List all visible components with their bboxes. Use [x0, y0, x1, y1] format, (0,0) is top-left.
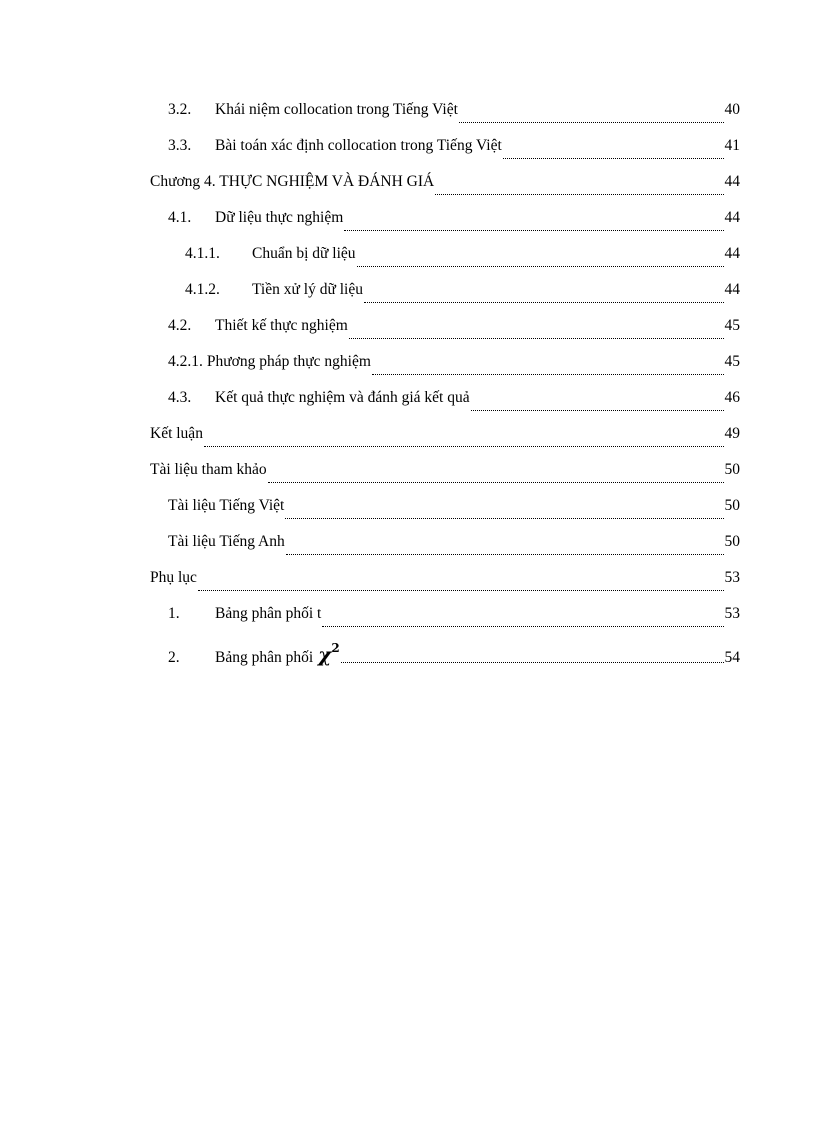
- toc-dot-leader: [459, 111, 724, 125]
- table-of-contents: [150, 98, 740, 674]
- toc-entry-number: 4.1.2.: [185, 281, 220, 298]
- toc-entry-number: 4.3.: [168, 389, 192, 406]
- toc-dot-leader: [341, 651, 724, 665]
- toc-entry-title: Dữ liệu thực nghiệm: [215, 209, 344, 226]
- toc-entry-title: Chuẩn bị dữ liệu: [252, 245, 356, 262]
- toc-entry-4-1[interactable]: [150, 206, 740, 242]
- toc-entry-4-2[interactable]: [150, 314, 740, 350]
- toc-dot-leader: [198, 579, 724, 593]
- toc-entry-title: Phụ lục: [150, 569, 197, 586]
- toc-entry-page: 50: [724, 461, 740, 478]
- toc-entry-page: 45: [724, 317, 740, 334]
- chi-symbol: χ: [318, 642, 332, 667]
- toc-dot-leader: [471, 399, 724, 413]
- toc-dot-leader: [364, 291, 724, 305]
- toc-entry-page: 41: [724, 137, 740, 154]
- toc-entry-title: Tiền xử lý dữ liệu: [252, 281, 363, 298]
- toc-entry-4-2-1[interactable]: [150, 350, 740, 386]
- toc-entry-page: 44: [724, 281, 740, 298]
- toc-entry-title: Tài liệu Tiếng Việt: [168, 497, 285, 514]
- toc-entry-references[interactable]: [150, 458, 740, 494]
- toc-entry-title: Khái niệm collocation trong Tiếng Việt: [215, 101, 458, 118]
- toc-entry-page: 46: [724, 389, 740, 406]
- toc-entry-appendix[interactable]: [150, 566, 740, 602]
- toc-dot-leader: [349, 327, 724, 341]
- toc-entry-page: 50: [724, 497, 740, 514]
- toc-entry-page: 54: [724, 648, 740, 666]
- toc-dot-leader: [503, 147, 724, 161]
- toc-entry-title: Bảng phân phối t: [215, 605, 322, 622]
- toc-entry-number: 4.1.1.: [185, 245, 220, 262]
- toc-dot-leader: [285, 507, 723, 521]
- toc-entry-page: 45: [724, 353, 740, 370]
- toc-entry-title: Chương 4. THỰC NGHIỆM VÀ ĐÁNH GIÁ: [150, 173, 435, 190]
- toc-entry-4-1-2[interactable]: [150, 278, 740, 314]
- toc-entry-4-1-1[interactable]: [150, 242, 740, 278]
- toc-dot-leader: [322, 615, 723, 629]
- toc-entry-number: 3.2.: [168, 101, 192, 118]
- toc-entry-4-3[interactable]: [150, 386, 740, 422]
- toc-entry-page: 53: [724, 569, 740, 586]
- toc-entry-chapter-4[interactable]: [150, 170, 740, 206]
- toc-entry-title: Kết luận: [150, 425, 203, 442]
- toc-entry-page: 44: [724, 209, 740, 226]
- toc-entry-title: Bài toán xác định collocation trong Tiếng Việt: [215, 137, 502, 154]
- toc-entry-3-3[interactable]: [150, 134, 740, 170]
- toc-dot-leader: [286, 543, 724, 557]
- toc-entry-title: Tài liệu Tiếng Anh: [168, 533, 285, 550]
- toc-entry-number: 4.1.: [168, 209, 192, 226]
- toc-entry-title: Kết quả thực nghiệm và đánh giá kết quả: [215, 389, 470, 406]
- toc-entry-number: 2.: [168, 648, 180, 666]
- toc-entry-page: 44: [724, 173, 740, 190]
- toc-dot-leader: [204, 435, 724, 449]
- toc-entry-page: 49: [724, 425, 740, 442]
- toc-entry-title: Tài liệu tham khảo: [150, 461, 267, 478]
- toc-entry-page: 44: [724, 245, 740, 262]
- toc-entry-number: 3.3.: [168, 137, 192, 154]
- toc-entry-references-english[interactable]: [150, 530, 740, 566]
- toc-entry-references-vietnamese[interactable]: [150, 494, 740, 530]
- toc-dot-leader: [344, 219, 723, 233]
- toc-entry-appendix-1[interactable]: [150, 602, 740, 638]
- toc-dot-leader: [435, 183, 723, 197]
- chi-squared-symbol: [318, 638, 340, 667]
- toc-entry-appendix-2[interactable]: [150, 638, 740, 674]
- chi-exponent: 2: [331, 641, 340, 655]
- toc-entry-title: Thiết kế thực nghiệm: [215, 317, 348, 334]
- toc-entry-number: 4.2.1.: [168, 353, 203, 370]
- toc-entry-page: 50: [724, 533, 740, 550]
- toc-entry-number: 1.: [168, 605, 180, 622]
- toc-dot-leader: [357, 255, 724, 269]
- toc-entry-title: Phương pháp thực nghiệm: [206, 353, 371, 370]
- toc-entry-conclusion[interactable]: [150, 422, 740, 458]
- toc-entry-number: 4.2.: [168, 317, 192, 334]
- toc-entry-3-2[interactable]: [150, 98, 740, 134]
- toc-entry-page: 40: [724, 101, 740, 118]
- toc-dot-leader: [372, 363, 724, 377]
- toc-dot-leader: [268, 471, 724, 485]
- toc-entry-page: 53: [724, 605, 740, 622]
- toc-entry-title: Bảng phân phối: [215, 648, 314, 666]
